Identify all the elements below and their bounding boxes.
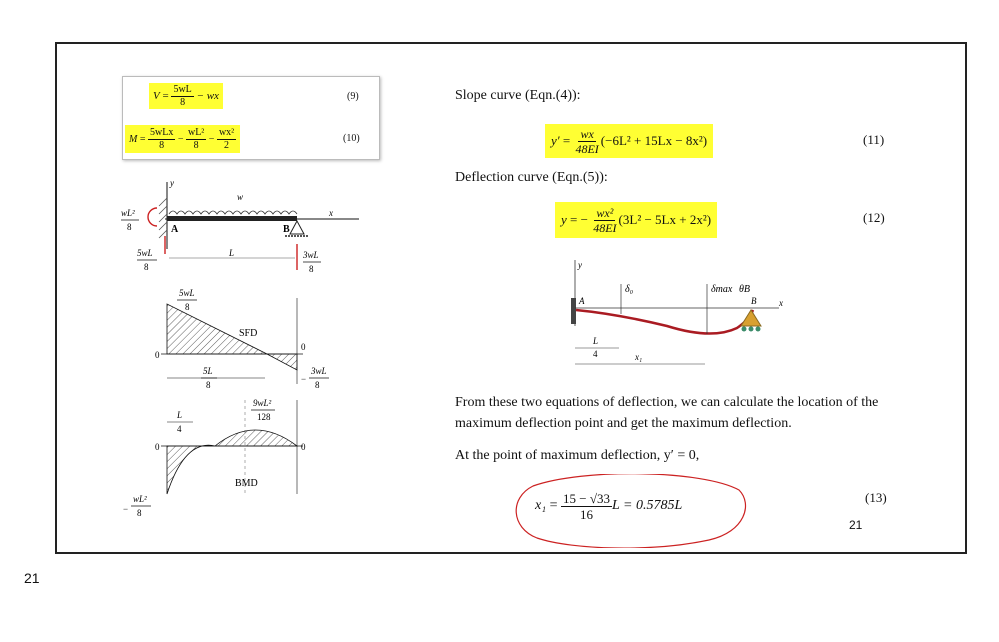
eq13-number: (13) [865,490,887,505]
defl-y-label: y [578,260,582,270]
defl-quarter-num: L [593,336,599,346]
eq11-number: (11) [863,132,885,147]
eq11-rest: (−6L² + 15Lx − 8x²) [600,133,708,148]
length-l-label: L [229,248,235,258]
eq11-num: wx [580,126,594,141]
slide-number: 21 [849,518,863,532]
eq12: y = − $\frac{\text{wx²}}{48EI}$ (3L² − 5Lx + 2x²) [555,202,717,238]
eq12-lhs: y [561,212,567,227]
beam-y-label: y [170,178,174,188]
bmd-end-den: 8 [137,508,142,518]
sfd-bottom-sign: − [301,374,307,384]
sfd-negative-region [267,354,297,370]
beam-bar [167,216,297,221]
eq13: x₁ = $\frac{15 - √33}{16}$ L = 0.5785L [535,490,683,522]
page-number: 21 [24,570,40,586]
eq10-lhs: M [129,133,138,145]
sfd-title: SFD [239,328,258,339]
slope-heading: Slope curve (Eqn.(4)): [455,88,581,103]
eq10-t2-den: 8 [193,139,199,151]
reaction-b-den: 8 [309,264,314,274]
diagram-svg [115,174,375,534]
roller-support [290,221,304,234]
reaction-a-num: 5wL [137,248,153,258]
delta0-label: δ₀ [625,284,634,295]
sfd-zero-right: 0 [301,342,306,352]
eq10-t3-den: 2 [224,139,230,151]
sfd-dist-num: 5L [203,366,213,376]
deflection-heading: Deflection curve (Eqn.(5)): [455,170,608,185]
moment-den: 8 [127,222,132,232]
bmd-peak-den: 128 [257,412,271,422]
eq10-t1-den: 8 [159,139,165,151]
bmd-quarter-den: 4 [177,424,182,434]
bmd-zero-left: 0 [155,442,160,452]
deflection-figure [557,256,787,380]
eq9-rest: − wx [196,90,219,102]
eq12-rest: (3L² − 5Lx + 2x²) [618,212,712,227]
thetab-label: θB [739,284,751,295]
eq13-num: 15 − √33 [563,490,610,506]
x1-label: x₁ [635,352,643,362]
sfd-bottom-num: 3wL [311,366,327,376]
eq10-t3-num: wx² [218,126,235,138]
eq9-number: (9) [347,91,359,102]
defl-quarter-den: 4 [593,349,598,359]
point-a-label: A [171,224,179,235]
eq10: M = $\frac{\text{5wLx}}{8}$ − $\frac{\text{wL²}}{8}$ − $\frac{\text{wx²}}{2}$ [125,125,240,153]
reaction-a-den: 8 [144,262,149,272]
equation-box [122,76,380,160]
wall-hatching [159,198,167,238]
load-w-label: w [237,192,244,202]
eq11-lhs: y′ [551,133,560,148]
eq12-number: (12) [863,210,885,225]
beam-x-label: x [329,208,333,218]
paragraph: From these two equations of deflection, we can calculate the location of the maximum deflection point and get the maximum deflection. [455,395,879,431]
bmd-peak-num: 9wL² [253,398,272,408]
deltamax-label: δmax [711,284,733,295]
eq10-t1-num: 5wLx [149,126,174,138]
moment-num: wL² [121,208,135,218]
deflection-svg [557,256,787,380]
sfd-bottom-den: 8 [315,380,320,390]
beam-sfd-bmd-diagram [115,174,375,534]
eq10-number: (10) [343,133,360,144]
eq9-lhs: V [153,90,160,102]
eq9: V = $\frac{5wL}{8}$ − wx [149,83,223,109]
eq11-den: 48EI [575,141,599,156]
max-point-text: At the point of maximum deflection, y′ = 0, [455,448,700,463]
moment-arrow [148,208,157,226]
pin-support [741,310,761,326]
sfd-dist-den: 8 [206,380,211,390]
bmd-region [167,430,297,494]
eq12-den: 48EI [593,220,617,235]
eq9-den: 8 [180,96,186,108]
eq11: y′ = $\frac{wx}{48EI}$ (−6L² + 15Lx − 8x²) [545,124,713,158]
sfd-top-num: 5wL [179,288,195,298]
eq13-den: 16 [579,506,593,522]
sfd-zero-left: 0 [155,350,160,360]
bmd-title: BMD [235,478,258,489]
slide [55,42,967,554]
support-rollers [742,327,761,332]
deflection-curve [576,310,753,334]
eq12-num: wx² [596,205,614,220]
eq10-t2-num: wL² [187,126,205,138]
bmd-zero-right: 0 [301,442,306,452]
bmd-end-num: wL² [133,494,147,504]
defl-a-label: A [579,296,585,306]
eq12-sign: − [580,212,588,227]
sfd-top-den: 8 [185,302,190,312]
defl-b-label: B [751,296,757,306]
defl-x-label: x [779,298,783,308]
fixed-wall [571,298,576,324]
eq13-rest: L = 0.5785L [611,498,683,513]
bmd-end-sign: − [123,504,129,514]
point-b-label: B [283,224,290,235]
reaction-b-num: 3wL [303,250,319,260]
eq13-lhs: x₁ [535,498,547,513]
eq9-num: 5wL [173,83,192,95]
distributed-load-w [169,211,297,214]
bmd-quarter-num: L [177,410,183,420]
